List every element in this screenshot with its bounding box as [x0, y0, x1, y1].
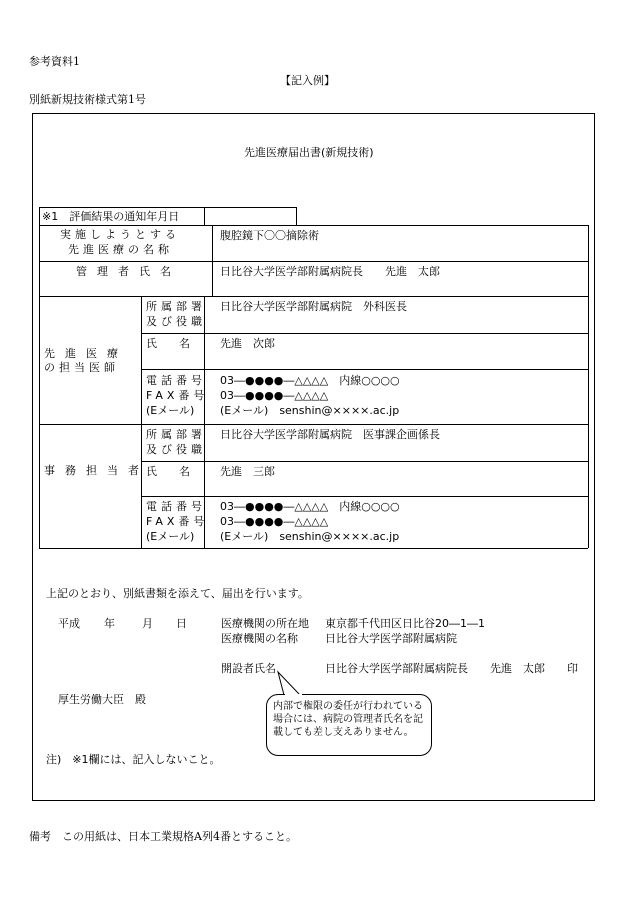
office-dept-label-line2: 及び役職 — [146, 443, 206, 456]
office-fax-value: 03―●●●●―△△△△ — [220, 515, 329, 528]
manager-label: 管理者氏名 — [76, 265, 181, 278]
declaration-statement: 上記のとおり、別紙書類を添えて、届出を行います。 — [46, 587, 309, 600]
technology-label-line2: 先進医療の名称 — [68, 243, 173, 256]
doctor-tel-label: 電話番号 — [146, 374, 206, 387]
doctor-fax-value: 03―●●●●―△△△△ — [220, 389, 329, 402]
doctor-dept-label-line2: 及び役職 — [146, 315, 206, 328]
doctor-email-value: (Eメール) senshin@××××.ac.jp — [220, 404, 400, 417]
office-email-value: (Eメール) senshin@××××.ac.jp — [220, 530, 400, 543]
technology-name-value: 腹腔鏡下〇〇摘除術 — [220, 229, 319, 242]
date-year: 年 — [104, 617, 115, 630]
office-tel-label: 電話番号 — [146, 500, 206, 513]
address-label: 医療機関の所在地 — [221, 617, 309, 630]
technology-label-line1: 実施しようとする — [60, 228, 180, 241]
notice-date-label: ※1 評価結果の通知年月日 — [42, 210, 180, 223]
office-name-value: 先進 三郎 — [220, 465, 275, 478]
doctor-section-label-line1: 先進医療 — [44, 347, 128, 360]
doctor-dept-value: 日比谷大学医学部附属病院 外科医長 — [220, 300, 407, 313]
address-value: 東京都千代田区日比谷20―1―1 — [325, 617, 485, 630]
note-bubble: 内部で権限の委任が行われている場合には、病院の管理者氏名を記載しても差し支えありません。 — [266, 694, 432, 756]
manager-value: 日比谷大学医学部附属病院長 先進 太郎 — [220, 265, 440, 278]
reference-label: 参考資料1 — [29, 55, 80, 68]
institution-value: 日比谷大学医学部附属病院 — [325, 632, 457, 645]
office-tel-value: 03―●●●●―△△△△ 内線○○○○ — [220, 500, 400, 513]
note-text: 注) ※1欄には、記入しないこと。 — [46, 753, 221, 766]
form-number: 別紙新規技術様式第1号 — [29, 93, 146, 106]
form-title: 先進医療届出書(新規技術) — [244, 146, 374, 159]
example-label: 【記入例】 — [280, 74, 335, 87]
doctor-fax-label: FAX番号 — [146, 389, 209, 402]
office-name-label: 氏 名 — [146, 465, 190, 478]
addressee: 厚生労働大臣 殿 — [58, 693, 146, 706]
doctor-dept-label-line1: 所属部署 — [146, 300, 206, 313]
remark-text: 備考 この用紙は、日本工業規格A列4番とすること。 — [29, 830, 297, 843]
institution-label: 医療機関の名称 — [221, 632, 298, 645]
office-dept-label-line1: 所属部署 — [146, 428, 206, 441]
doctor-name-value: 先進 次郎 — [220, 337, 275, 350]
date-era: 平成 — [58, 617, 80, 630]
office-email-label: (Eメール) — [146, 530, 195, 543]
doctor-section-label-line2: の担当医師 — [44, 361, 119, 374]
office-fax-label: FAX番号 — [146, 515, 209, 528]
date-day: 日 — [176, 617, 187, 630]
doctor-tel-value: 03―●●●●―△△△△ 内線○○○○ — [220, 374, 400, 387]
doctor-name-label: 氏 名 — [146, 337, 190, 350]
founder-label: 開設者氏名 — [221, 662, 276, 675]
office-section-label: 事務担当者 — [44, 464, 149, 477]
doctor-email-label: (Eメール) — [146, 404, 195, 417]
office-dept-value: 日比谷大学医学部附属病院 医事課企画係長 — [220, 428, 440, 441]
date-month: 月 — [142, 617, 153, 630]
founder-value: 日比谷大学医学部附属病院長 先進 太郎 印 — [325, 662, 578, 675]
